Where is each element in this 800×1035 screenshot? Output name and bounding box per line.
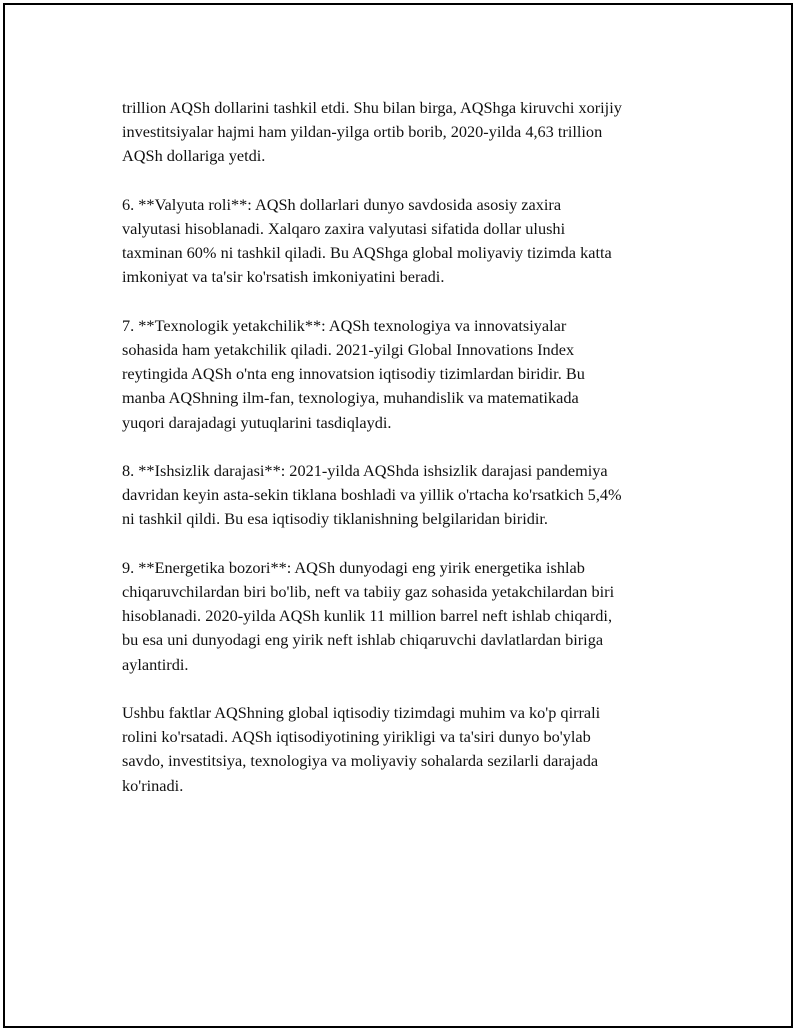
text-line: valyutasi hisoblanadi. Xalqaro zaxira valyutasi sifatida dollar ulushi <box>122 219 566 238</box>
document-page <box>3 3 793 1028</box>
paragraph-conclusion <box>122 701 712 798</box>
text-line: aylantirdi. <box>122 654 189 674</box>
text-line: sohasida ham yetakchilik qiladi. 2021-yilgi Global Innovations Index <box>122 340 575 359</box>
text-line: bu esa uni dunyodagi eng yirik neft ishlab chiqaruvchi davlatlardan biriga <box>122 630 604 650</box>
text-line: ni tashkil qildi. Bu esa iqtisodiy tiklanishning belgilaridan biridir. <box>122 509 548 529</box>
text-line: davridan keyin asta-sekin tiklana boshladi va yillik o'rtacha ko'rsatkich 5,4% <box>122 485 622 505</box>
text-line: savdo, investitsiya, texnologiya va moliyaviy sohalarda sezilarli darajada <box>122 751 599 771</box>
text-line: imkoniyat va ta'sir ko'rsatish imkoniyatini beradi. <box>122 267 445 287</box>
text-line: 8. **Ishsizlik darajasi**: 2021-yilda AQShda ishsizlik darajasi pandemiya <box>122 461 608 480</box>
text-line: 6. **Valyuta roli**: AQSh dollarlari dunyo savdosida asosiy zaxira <box>122 194 562 214</box>
text-line: investitsiyalar hajmi ham yildan-yilga ortib borib, 2020-yilda 4,63 trillion <box>122 122 603 142</box>
text-line: 7. **Texnologik yetakchilik**: AQSh texnologiya va innovatsiyalar <box>122 315 567 335</box>
text-line: reytingida AQSh o'nta eng innovatsion iqtisodiy tizimlardan biridir. Bu <box>122 364 585 384</box>
text-line: chiqaruvchilardan biri bo'lib, neft va tabiiy gaz sohasida yetakchilardan biri <box>122 582 615 601</box>
text-line: AQSh dollariga yetdi. <box>122 146 266 166</box>
text-line: hisoblanadi. 2020-yilda AQSh kunlik 11 million barrel neft ishlab chiqardi, <box>122 606 613 626</box>
text-line: 9. **Energetika bozori**: AQSh dunyodagi eng yirik energetika ishlab <box>122 557 585 577</box>
paragraph-energy-market <box>122 556 712 677</box>
text-line: taxminan 60% ni tashkil qiladi. Bu AQShga global moliyaviy tizimda katta <box>122 243 612 263</box>
document-body <box>122 96 712 822</box>
text-line: rolini ko'rsatadi. AQSh iqtisodiyotining yirikligi va ta'siri dunyo bo'ylab <box>122 727 591 747</box>
paragraph-unemployment <box>122 459 712 532</box>
paragraph-tech-leadership <box>122 314 712 435</box>
paragraph-investment-continuation <box>122 96 712 169</box>
text-line: manba AQShning ilm-fan, texnologiya, muhandislik va matematikada <box>122 388 579 408</box>
paragraph-currency-role <box>122 193 712 290</box>
text-line: ko'rinadi. <box>122 775 184 795</box>
text-line: trillion AQSh dollarini tashkil etdi. Shu bilan birga, AQShga kiruvchi xorijiy <box>122 98 622 117</box>
text-line: yuqori darajadagi yutuqlarini tasdiqlaydi. <box>122 412 392 432</box>
text-line: Ushbu faktlar AQShning global iqtisodiy tizimdagi muhim va ko'p qirrali <box>122 703 601 722</box>
